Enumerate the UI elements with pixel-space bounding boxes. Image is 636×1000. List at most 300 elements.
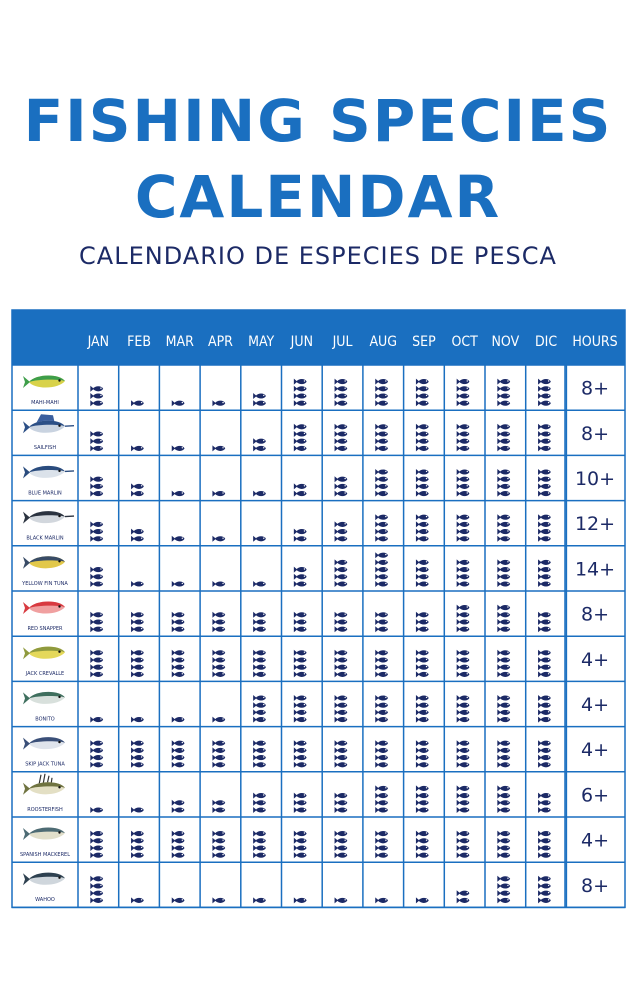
fish-mark xyxy=(172,536,185,542)
fish-mark xyxy=(416,897,429,903)
fish-mark xyxy=(253,619,266,625)
hours-header: HOURS xyxy=(572,334,618,350)
fish-mark xyxy=(172,626,185,632)
fish-mark xyxy=(416,581,429,587)
month-cell-jul xyxy=(335,559,348,587)
fish-mark xyxy=(416,619,429,625)
fish-mark xyxy=(90,521,103,527)
fish-mark xyxy=(457,740,470,746)
fish-mark xyxy=(457,612,470,618)
fish-mark xyxy=(457,755,470,761)
fish-mark xyxy=(497,574,510,580)
month-cell-nov xyxy=(497,695,510,723)
fish-mark xyxy=(416,491,429,497)
fish-mark xyxy=(538,664,551,670)
fish-mark xyxy=(416,664,429,670)
month-cell-dic xyxy=(538,831,551,859)
fish-mark xyxy=(375,657,388,663)
month-header-may: MAY xyxy=(248,334,275,350)
month-cell-nov xyxy=(497,559,510,587)
fish-mark xyxy=(457,476,470,482)
fish-mark xyxy=(253,838,266,844)
month-cell-aug xyxy=(375,469,388,497)
month-cell-may xyxy=(253,581,266,587)
fish-mark xyxy=(375,379,388,385)
month-cell-feb xyxy=(131,897,144,903)
fish-mark xyxy=(457,695,470,701)
fish-mark xyxy=(457,469,470,475)
fish-mark xyxy=(497,785,510,791)
fish-mark xyxy=(375,664,388,670)
fish-mark xyxy=(335,476,348,482)
fish-mark xyxy=(212,897,225,903)
fish-mark xyxy=(131,650,144,656)
month-cell-feb xyxy=(131,445,144,451)
fish-mark xyxy=(497,424,510,430)
fish-mark xyxy=(497,379,510,385)
month-cell-jun xyxy=(294,529,307,542)
fish-mark xyxy=(335,755,348,761)
hours-value: 8+ xyxy=(580,603,610,626)
fish-mark xyxy=(335,897,348,903)
fish-mark xyxy=(497,438,510,444)
fish-mark xyxy=(335,581,348,587)
fish-mark xyxy=(90,897,103,903)
fish-mark xyxy=(497,883,510,889)
fish-mark xyxy=(416,800,429,806)
month-cell-may xyxy=(253,393,266,406)
fish-mark xyxy=(253,657,266,663)
fish-mark xyxy=(538,852,551,858)
fish-mark xyxy=(90,438,103,444)
fish-mark xyxy=(172,581,185,587)
fish-mark xyxy=(457,709,470,715)
hours-value: 12+ xyxy=(574,513,616,536)
month-cell-jul xyxy=(335,695,348,723)
fish-mark xyxy=(294,445,307,451)
fish-mark xyxy=(416,386,429,392)
table-row xyxy=(23,647,609,678)
month-cell-may xyxy=(253,536,266,542)
month-cell-oct xyxy=(457,695,470,723)
month-cell-dic xyxy=(538,424,551,452)
month-cell-feb xyxy=(131,717,144,723)
fish-mark xyxy=(457,793,470,799)
fish-mark xyxy=(538,483,551,489)
fish-mark xyxy=(375,838,388,844)
fish-mark xyxy=(335,838,348,844)
fish-mark xyxy=(335,431,348,437)
fish-mark xyxy=(90,626,103,632)
month-cell-sep xyxy=(416,612,429,632)
fish-mark xyxy=(172,831,185,837)
hours-value: 8+ xyxy=(580,377,610,400)
yellowfin-tuna-icon xyxy=(23,556,65,569)
fish-mark xyxy=(497,521,510,527)
fish-mark xyxy=(375,400,388,406)
fish-mark xyxy=(90,717,103,723)
fish-mark xyxy=(131,838,144,844)
fish-mark xyxy=(335,650,348,656)
hours-value: 8+ xyxy=(580,874,610,897)
month-cell-sep xyxy=(416,650,429,678)
fish-mark xyxy=(131,664,144,670)
month-cell-sep xyxy=(416,897,429,903)
fish-mark xyxy=(457,845,470,851)
table-border xyxy=(12,310,625,907)
fish-mark xyxy=(375,793,388,799)
fish-mark xyxy=(172,619,185,625)
fish-mark xyxy=(90,445,103,451)
fish-mark xyxy=(335,424,348,430)
month-cell-jan xyxy=(90,612,103,632)
fish-mark xyxy=(497,529,510,535)
table-row xyxy=(20,827,609,858)
fish-mark xyxy=(335,445,348,451)
fish-mark xyxy=(375,438,388,444)
fish-mark xyxy=(253,671,266,677)
fish-mark xyxy=(416,445,429,451)
fish-mark xyxy=(457,702,470,708)
fish-mark xyxy=(375,717,388,723)
fish-mark xyxy=(335,393,348,399)
month-header-jun: JUN xyxy=(290,334,314,350)
fish-mark xyxy=(335,536,348,542)
fish-mark xyxy=(212,612,225,618)
fish-mark xyxy=(131,491,144,497)
month-header-sep: SEP xyxy=(412,334,436,350)
fish-mark xyxy=(416,514,429,520)
fish-mark xyxy=(497,671,510,677)
month-cell-jan xyxy=(90,386,103,406)
month-cell-apr xyxy=(212,400,225,406)
month-cell-mar xyxy=(172,740,185,768)
month-header-nov: NOV xyxy=(491,334,520,350)
fish-mark xyxy=(294,838,307,844)
fish-mark xyxy=(497,897,510,903)
month-cell-jul xyxy=(335,740,348,768)
fish-mark xyxy=(538,793,551,799)
month-cell-jan xyxy=(90,876,103,904)
month-cell-feb xyxy=(131,650,144,678)
fish-mark xyxy=(131,762,144,768)
fish-mark xyxy=(131,581,144,587)
month-cell-sep xyxy=(416,379,429,407)
fish-mark xyxy=(131,717,144,723)
fish-mark xyxy=(131,612,144,618)
fish-mark xyxy=(457,491,470,497)
month-cell-apr xyxy=(212,491,225,497)
fish-mark xyxy=(416,469,429,475)
fish-mark xyxy=(90,876,103,882)
fish-mark xyxy=(294,755,307,761)
month-cell-aug xyxy=(375,831,388,859)
fish-mark xyxy=(497,838,510,844)
fish-mark xyxy=(457,445,470,451)
month-cell-nov xyxy=(497,379,510,407)
month-header-mar: MAR xyxy=(165,334,194,350)
month-cell-mar xyxy=(172,445,185,451)
table-row xyxy=(23,692,609,723)
fish-mark xyxy=(294,581,307,587)
fish-mark xyxy=(375,695,388,701)
month-cell-apr xyxy=(212,897,225,903)
month-cell-sep xyxy=(416,695,429,723)
fish-mark xyxy=(416,709,429,715)
fish-mark xyxy=(335,852,348,858)
fish-mark xyxy=(375,785,388,791)
hours-value: 4+ xyxy=(580,829,610,852)
month-cell-nov xyxy=(497,605,510,633)
fish-mark xyxy=(497,709,510,715)
month-cell-oct xyxy=(457,650,470,678)
fish-mark xyxy=(497,762,510,768)
fish-mark xyxy=(538,671,551,677)
fish-mark xyxy=(538,845,551,851)
fish-mark xyxy=(497,800,510,806)
fish-mark xyxy=(497,845,510,851)
month-cell-mar xyxy=(172,897,185,903)
fish-mark xyxy=(294,612,307,618)
month-cell-may xyxy=(253,793,266,813)
month-cell-aug xyxy=(375,695,388,723)
fish-mark xyxy=(416,438,429,444)
fish-mark xyxy=(90,755,103,761)
fish-mark xyxy=(457,431,470,437)
fish-mark xyxy=(497,717,510,723)
fish-mark xyxy=(335,831,348,837)
month-cell-jul xyxy=(335,650,348,678)
month-cell-jan xyxy=(90,521,103,541)
month-cell-nov xyxy=(497,740,510,768)
month-cell-jun xyxy=(294,740,307,768)
fish-mark xyxy=(457,838,470,844)
fish-mark xyxy=(253,702,266,708)
fish-mark xyxy=(457,574,470,580)
fish-mark xyxy=(538,831,551,837)
month-cell-jun xyxy=(294,612,307,632)
fish-mark xyxy=(457,650,470,656)
fish-mark xyxy=(538,702,551,708)
jack-crevalle-icon xyxy=(23,647,65,660)
fish-mark xyxy=(90,671,103,677)
fish-mark xyxy=(538,709,551,715)
fish-mark xyxy=(497,626,510,632)
month-cell-apr xyxy=(212,445,225,451)
fish-mark xyxy=(457,514,470,520)
fish-mark xyxy=(416,657,429,663)
fish-mark xyxy=(375,476,388,482)
fish-mark xyxy=(294,491,307,497)
month-cell-mar xyxy=(172,612,185,632)
fish-mark xyxy=(416,740,429,746)
fish-mark xyxy=(538,521,551,527)
fish-mark xyxy=(457,379,470,385)
fish-mark xyxy=(335,702,348,708)
month-cell-feb xyxy=(131,740,144,768)
month-cell-sep xyxy=(416,469,429,497)
fish-mark xyxy=(538,657,551,663)
fish-mark xyxy=(497,393,510,399)
fish-mark xyxy=(375,650,388,656)
fish-mark xyxy=(497,664,510,670)
fish-mark xyxy=(90,483,103,489)
month-cell-feb xyxy=(131,807,144,813)
month-cell-oct xyxy=(457,740,470,768)
month-cell-feb xyxy=(131,831,144,859)
fish-mark xyxy=(131,852,144,858)
fish-mark xyxy=(172,664,185,670)
fish-mark xyxy=(90,567,103,573)
fish-mark xyxy=(375,386,388,392)
fish-mark xyxy=(294,717,307,723)
month-cell-may xyxy=(253,612,266,632)
fish-mark xyxy=(416,483,429,489)
fish-mark xyxy=(335,400,348,406)
month-cell-aug xyxy=(375,612,388,632)
fish-mark xyxy=(457,605,470,611)
fish-mark xyxy=(90,890,103,896)
fish-mark xyxy=(375,831,388,837)
fish-mark xyxy=(131,845,144,851)
fish-mark xyxy=(375,709,388,715)
species-name: BLACK MARLIN xyxy=(26,535,64,542)
fish-mark xyxy=(416,702,429,708)
fish-mark xyxy=(253,650,266,656)
month-cell-dic xyxy=(538,740,551,768)
fish-mark xyxy=(375,852,388,858)
fish-mark xyxy=(172,755,185,761)
fish-mark xyxy=(253,852,266,858)
fish-mark xyxy=(131,536,144,542)
fish-mark xyxy=(172,747,185,753)
page-title-line-2: CALENDAR xyxy=(134,163,502,231)
month-cell-apr xyxy=(212,717,225,723)
fish-mark xyxy=(497,536,510,542)
fish-mark xyxy=(416,695,429,701)
hours-value: 6+ xyxy=(580,784,610,807)
fish-mark xyxy=(253,897,266,903)
fish-mark xyxy=(131,657,144,663)
fish-mark xyxy=(538,755,551,761)
month-cell-jul xyxy=(335,476,348,496)
fish-mark xyxy=(335,529,348,535)
fish-mark xyxy=(416,536,429,542)
fish-mark xyxy=(90,393,103,399)
fish-mark xyxy=(90,536,103,542)
species-name: ROOSTERFISH xyxy=(27,806,63,813)
wahoo-icon xyxy=(23,873,65,886)
month-cell-sep xyxy=(416,785,429,813)
fish-mark xyxy=(416,852,429,858)
fish-mark xyxy=(294,574,307,580)
fish-mark xyxy=(131,400,144,406)
fish-mark xyxy=(538,491,551,497)
month-cell-aug xyxy=(375,740,388,768)
month-cell-aug xyxy=(375,785,388,813)
fish-mark xyxy=(335,671,348,677)
page-title-line-1: FISHING SPECIES xyxy=(23,87,613,155)
month-cell-jun xyxy=(294,695,307,723)
fish-mark xyxy=(294,852,307,858)
fish-mark xyxy=(538,476,551,482)
fish-mark xyxy=(90,807,103,813)
fish-mark xyxy=(497,740,510,746)
month-cell-oct xyxy=(457,890,470,903)
fish-mark xyxy=(497,793,510,799)
fish-mark xyxy=(294,438,307,444)
fish-mark xyxy=(416,379,429,385)
fish-mark xyxy=(253,393,266,399)
fish-mark xyxy=(375,619,388,625)
spanish-mackerel-icon xyxy=(23,827,65,840)
fish-mark xyxy=(212,831,225,837)
month-cell-jan xyxy=(90,717,103,723)
fish-mark xyxy=(90,845,103,851)
fish-mark xyxy=(335,793,348,799)
fish-mark xyxy=(497,702,510,708)
table-row xyxy=(23,375,609,406)
species-name: RED SNAPPER xyxy=(27,626,63,632)
fish-mark xyxy=(212,762,225,768)
fish-mark xyxy=(253,491,266,497)
month-cell-apr xyxy=(212,612,225,632)
fish-mark xyxy=(457,536,470,542)
fish-mark xyxy=(457,521,470,527)
fish-mark xyxy=(335,664,348,670)
month-cell-aug xyxy=(375,650,388,678)
fish-mark xyxy=(497,559,510,565)
fish-mark xyxy=(457,626,470,632)
fish-mark xyxy=(416,838,429,844)
fish-mark xyxy=(375,514,388,520)
fish-mark xyxy=(90,831,103,837)
fish-mark xyxy=(212,838,225,844)
month-cell-sep xyxy=(416,559,429,587)
fish-mark xyxy=(294,671,307,677)
fish-mark xyxy=(172,807,185,813)
fish-mark xyxy=(538,567,551,573)
month-cell-mar xyxy=(172,800,185,813)
fish-mark xyxy=(375,552,388,558)
fish-mark xyxy=(538,574,551,580)
fish-mark xyxy=(497,612,510,618)
fish-mark xyxy=(90,431,103,437)
fish-mark xyxy=(131,445,144,451)
fish-mark xyxy=(375,612,388,618)
fish-mark xyxy=(457,785,470,791)
fish-mark xyxy=(294,619,307,625)
month-cell-jul xyxy=(335,897,348,903)
month-cell-may xyxy=(253,740,266,768)
fish-mark xyxy=(172,740,185,746)
fish-mark xyxy=(212,536,225,542)
fish-mark xyxy=(212,657,225,663)
fish-mark xyxy=(335,491,348,497)
month-cell-feb xyxy=(131,612,144,632)
fish-mark xyxy=(538,740,551,746)
fish-mark xyxy=(90,476,103,482)
fish-mark xyxy=(253,695,266,701)
fish-mark xyxy=(90,664,103,670)
fish-mark xyxy=(538,838,551,844)
fish-mark xyxy=(538,469,551,475)
fish-mark xyxy=(538,438,551,444)
fish-mark xyxy=(253,581,266,587)
month-cell-sep xyxy=(416,424,429,452)
fish-mark xyxy=(538,695,551,701)
fish-mark xyxy=(335,709,348,715)
